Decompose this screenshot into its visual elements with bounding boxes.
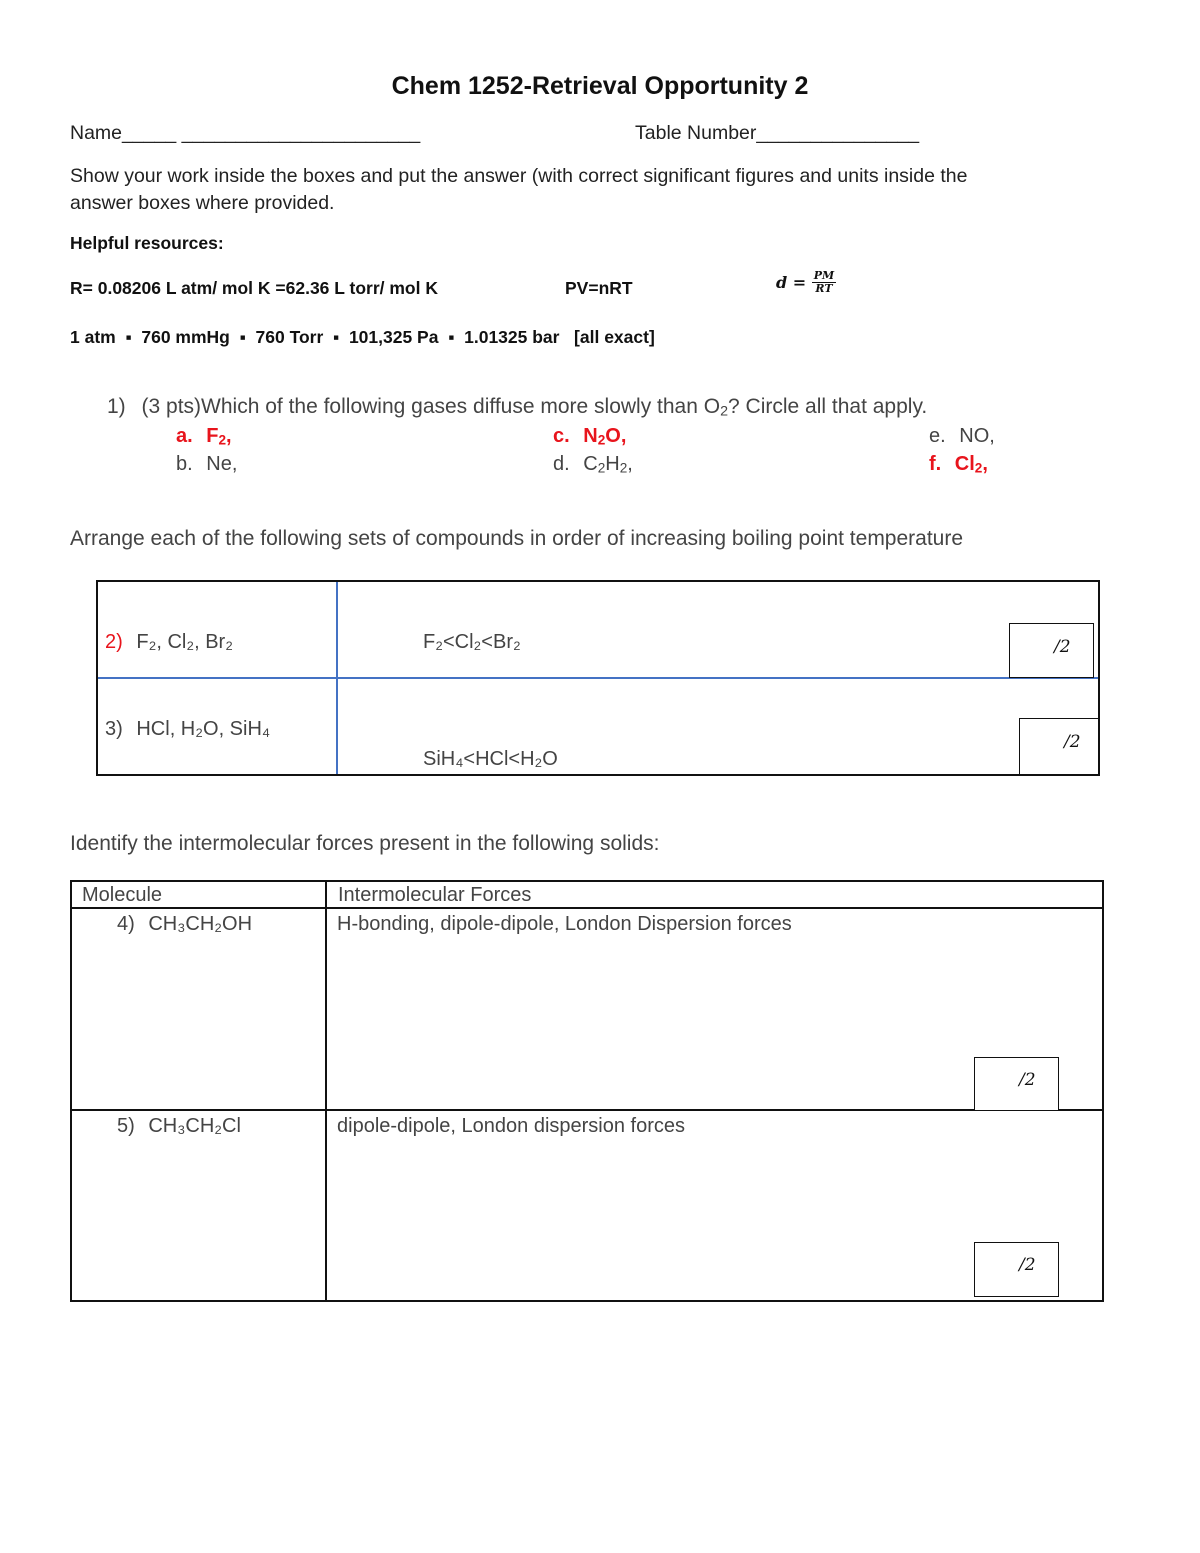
- density-lhs: d =: [776, 273, 807, 292]
- question-4-score: /2: [1019, 1070, 1036, 1090]
- imf-table-column-divider: [325, 881, 327, 1301]
- question-1-text-sub: 2: [720, 403, 729, 420]
- question-1-text-a: (3 pts)Which of the following gases diffuse more slowly than O: [141, 395, 721, 418]
- density-fraction: [812, 270, 836, 295]
- boiling-point-table-row-divider: [98, 677, 1098, 679]
- question-5-row: [117, 1115, 241, 1138]
- page-title: Chem 1252-Retrieval Opportunity 2: [391, 72, 809, 100]
- question-1-number: 1): [107, 395, 126, 418]
- question-2-row: [105, 631, 233, 654]
- density-formula: [776, 270, 836, 295]
- gas-constant-formula: R= 0.08206 L atm/ mol K =62.36 L torr/ mol K: [70, 278, 438, 298]
- question-2-number: 2): [105, 631, 123, 653]
- option-f-formula: $Cl_2$,: [954, 453, 988, 476]
- question-3-row: [105, 718, 270, 741]
- question-2-answer[interactable]: F₂<Cl₂<Br₂: [423, 631, 521, 653]
- option-f-letter: f.: [929, 453, 942, 475]
- boiling-point-heading: Arrange each of the following sets of compounds in order of increasing boiling point temperature: [70, 527, 964, 550]
- option-a[interactable]: [176, 425, 232, 448]
- imf-table-row-divider: [71, 1109, 1103, 1111]
- question-2-compounds: F₂, Cl₂, Br₂: [136, 631, 233, 653]
- density-denominator: RT: [815, 282, 833, 295]
- option-a-letter: a.: [176, 425, 193, 447]
- question-5-score-box[interactable]: [974, 1242, 1059, 1297]
- table-number-field-label: Table Number_______________: [635, 122, 920, 144]
- ideal-gas-law: PV=nRT: [565, 278, 633, 298]
- question-4-answer[interactable]: H-bonding, dipole-dipole, London Dispersion forces: [337, 913, 792, 935]
- option-d-letter: d.: [553, 453, 570, 475]
- question-3-score-box[interactable]: [1019, 718, 1099, 775]
- col-header-forces: Intermolecular Forces: [338, 884, 532, 906]
- instructions-line-1: Show your work inside the boxes and put the answer (with correct significant figures and units inside the: [70, 165, 968, 187]
- option-b-letter: b.: [176, 453, 193, 475]
- question-3-number: 3): [105, 718, 123, 740]
- question-2-score: /2: [1054, 637, 1071, 657]
- imf-table-header-divider: [71, 907, 1103, 909]
- question-5-answer[interactable]: dipole-dipole, London dispersion forces: [337, 1115, 686, 1137]
- name-field-label: Name_____ ______________________: [70, 122, 421, 144]
- imf-heading: Identify the intermolecular forces present in the following solids:: [70, 832, 660, 855]
- question-4-score-box[interactable]: [974, 1057, 1059, 1111]
- question-1: [107, 395, 927, 419]
- question-3-score: /2: [1064, 732, 1081, 752]
- question-3-compounds: HCl, H₂O, SiH₄: [136, 718, 271, 740]
- option-f[interactable]: [929, 453, 988, 476]
- col-header-molecule: Molecule: [82, 884, 163, 906]
- option-d-formula: $C_2H_2$,: [583, 453, 633, 476]
- option-c[interactable]: [553, 425, 626, 448]
- question-4-row: [117, 913, 252, 936]
- resources-heading: Helpful resources:: [70, 233, 224, 253]
- option-c-formula: $N_2O$,: [583, 425, 627, 448]
- imf-table: [70, 880, 1104, 1302]
- question-4-number: 4): [117, 913, 135, 935]
- question-3-answer[interactable]: SiH₄<HCl<H₂O: [423, 748, 558, 770]
- pressure-conversions: 1 atm ▪ 760 mmHg ▪ 760 Torr ▪ 101,325 Pa ▪ 1.01325 bar [all exact]: [70, 327, 655, 347]
- question-1-text-b: ? Circle all that apply.: [728, 395, 928, 418]
- option-a-formula: $F_2$,: [206, 425, 232, 448]
- question-5-score: /2: [1019, 1255, 1036, 1275]
- option-c-letter: c.: [553, 425, 570, 447]
- option-d[interactable]: [553, 453, 633, 476]
- question-2-score-box[interactable]: [1009, 623, 1094, 678]
- instructions-line-2: answer boxes where provided.: [70, 192, 335, 214]
- option-e-letter: e.: [929, 425, 946, 447]
- option-b[interactable]: [176, 453, 237, 476]
- question-5-molecule: CH₃CH₂Cl: [148, 1115, 241, 1137]
- option-e[interactable]: [929, 425, 995, 448]
- question-4-molecule: CH₃CH₂OH: [148, 913, 253, 935]
- option-b-formula: Ne,: [206, 453, 238, 475]
- option-e-formula: NO,: [959, 425, 995, 447]
- density-numerator: PM: [813, 269, 835, 282]
- question-5-number: 5): [117, 1115, 135, 1137]
